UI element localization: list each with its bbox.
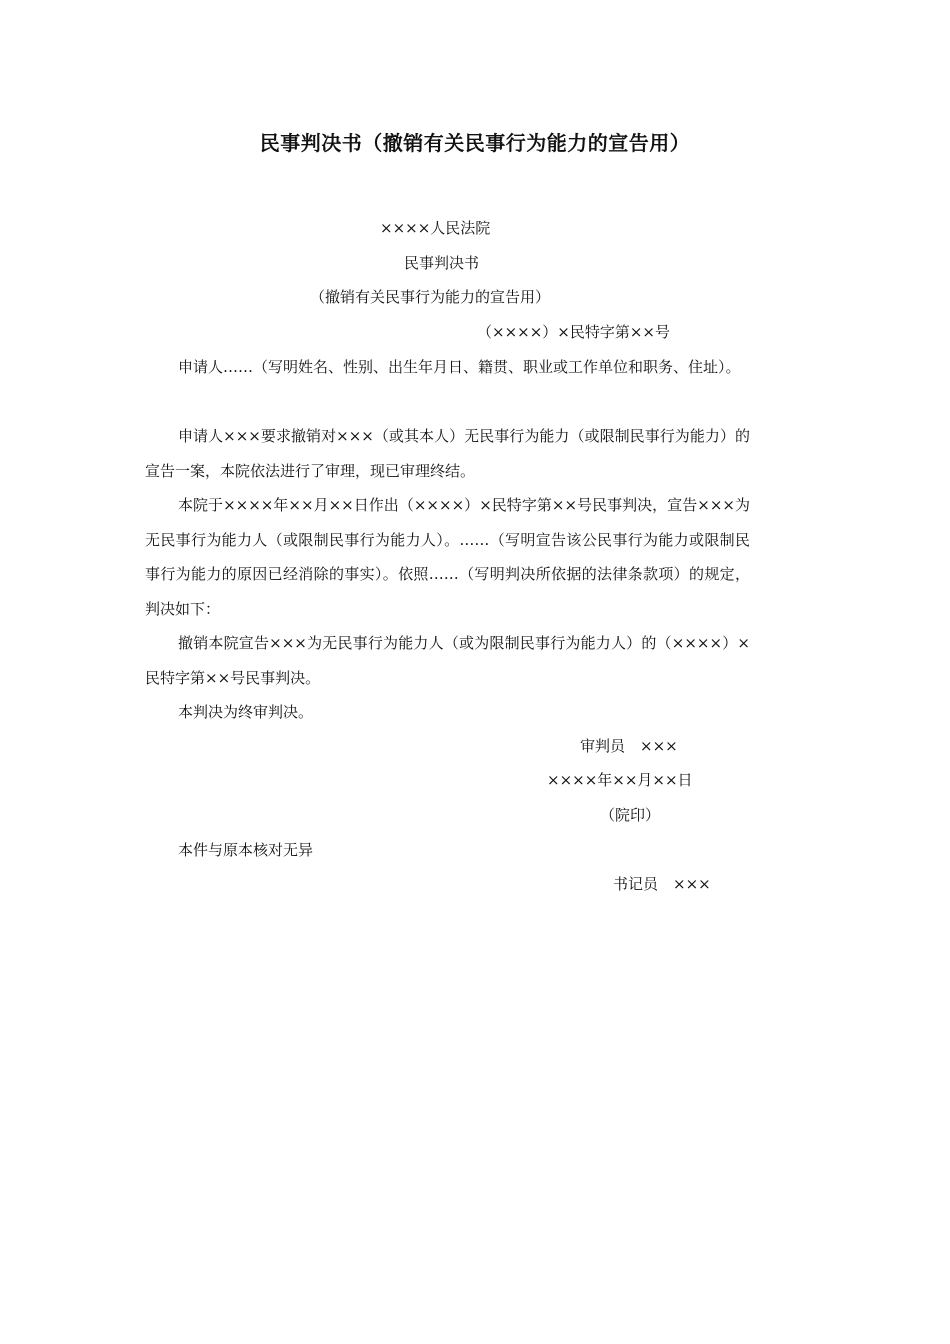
paragraph-facts: 本院于××××年××月××日作出（××××）×民特字第××号民事判决，宣告×××为无民事行为能力人（或限制民事行为能力人）。……（写明宣告该公民事行为能力或限制民事行为能力的原因已经消除的事实）。依照……（写明判决所依据的法律条款项）的规定，判决如下：: [145, 496, 750, 618]
paragraph-request: 申请人×××要求撤销对×××（或其本人）无民事行为能力（或限制民事行为能力）的宣告一案，本院依法进行了审理，现已审理终结。: [145, 427, 750, 480]
document-type: 民事判决书: [404, 254, 480, 272]
court-seal: （院印）: [600, 806, 661, 824]
paragraph-judgment: 撤销本院宣告×××为无民事行为能力人（或为限制民事行为能力人）的（××××）×民特字第××号民事判决。: [145, 634, 750, 687]
paragraph-final: 本判决为终审判决。: [178, 703, 314, 721]
clerk-signature: 书记员 ×××: [613, 875, 711, 893]
judge-signature: 审判员 ×××: [580, 737, 678, 755]
document-subtitle: （撤销有关民事行为能力的宣告用）: [310, 288, 551, 306]
paragraph-applicant: 申请人……（写明姓名、性别、出生年月日、籍贯、职业或工作单位和职务、住址）。: [178, 358, 741, 376]
document-heading: 民事判决书（撤销有关民事行为能力的宣告用）: [259, 131, 691, 155]
case-number: （××××）×民特字第××号: [477, 323, 670, 341]
judgment-date: ××××年××月××日: [547, 771, 693, 789]
court-name: ××××人民法院: [380, 219, 491, 237]
verification-note: 本件与原本核对无异: [178, 841, 314, 859]
